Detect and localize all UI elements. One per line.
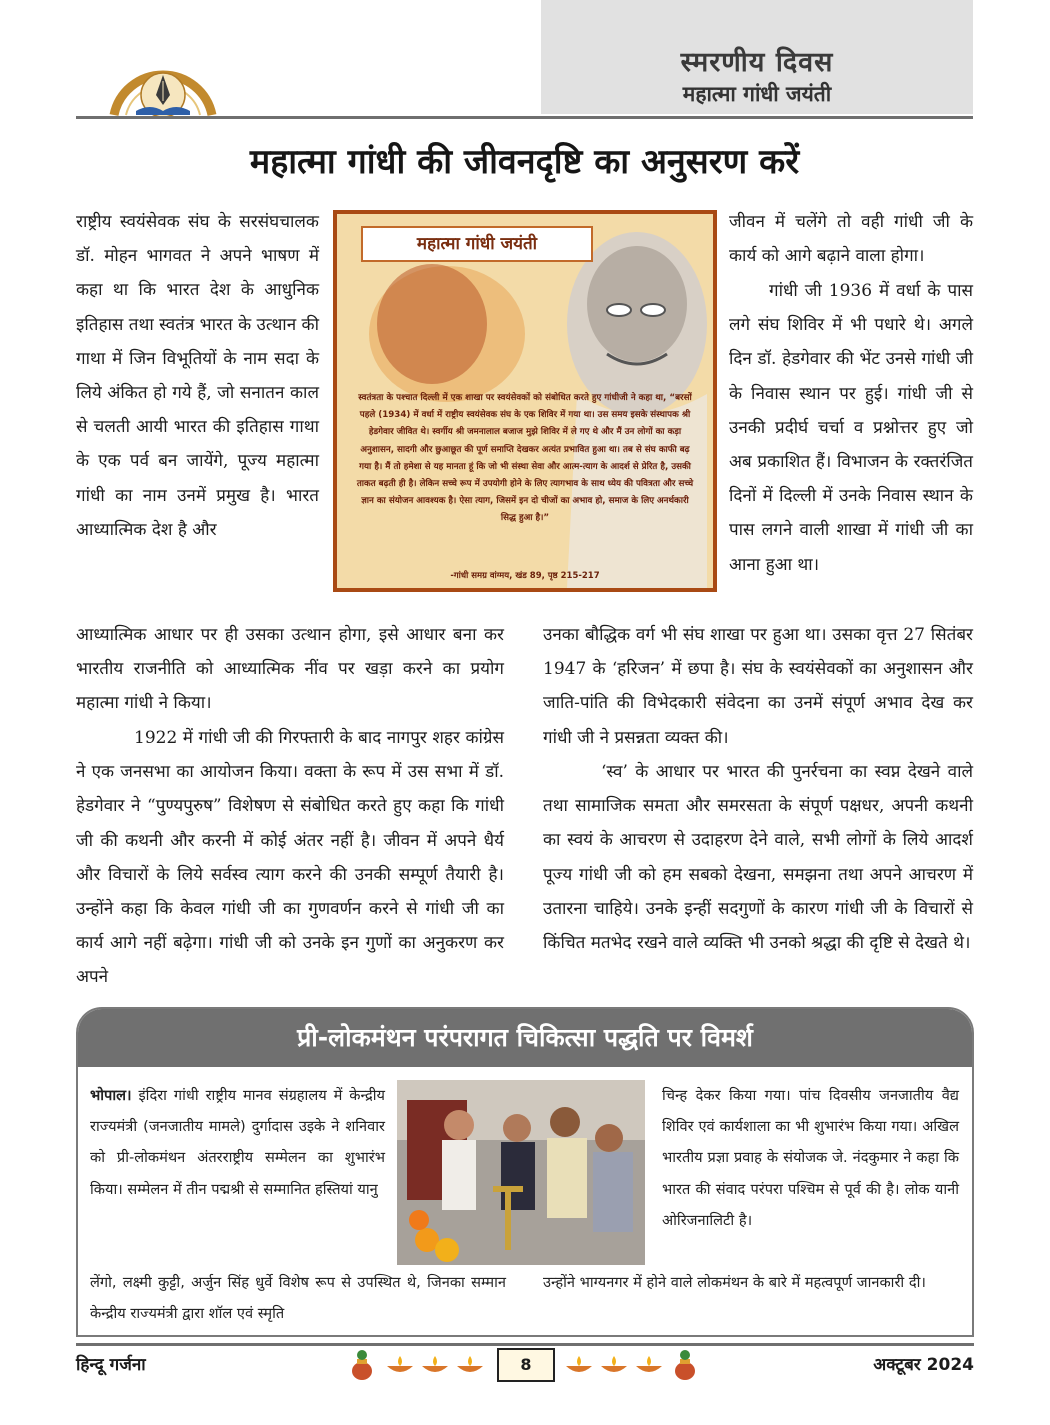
news-text-right: चिन्ह देकर किया गया। पांच दिवसीय जनजातीय वैद्य शिविर एवं कार्यशाला का भी शुभारंभ किया गया। अखिल भारतीय प्रज्ञा प्रवाह के संयोजक जे. नंदकुमार ने कहा कि भारत की संवाद परंपरा पश्चिम से पूर्व की है। लोक यानी ओरिजनालिटी है। xyxy=(662,1087,959,1229)
poster-quote: स्वतंत्रता के पश्चात दिल्ली में एक शाखा पर स्वयंसेवकों को संबोधित करते हुए गांधीजी ने कहा था, “बरसों पहले (1934) में वर्धा में राष्ट्रीय स्वयंसेवक संघ के एक शिविर में गया था। उस समय इसके संस्थापक श्री हेडगेवार जीवित थे। स्वर्गीय श्री जमनालाल बजाज मुझे शिविर में ले गए थे और मैं उन लोगों का कड़ा अनुशासन, सादगी और छुआछूत की पूर्ण समाप्ति देखकर अत्यंत प्रभावित हुआ था। तब से संघ काफी बढ़ गया है। मैं तो हमेशा से यह मानता हूं कि जो भी संस्था सेवा और आत्म-त्याग के आदर्श से प्रेरित है, उसकी ताकत बढ़ती ही है। लेकिन सच्चे रूप में उपयोगी होने के लिए त्यागभाव के साथ ध्येय की पवित्रता और सच्चे ज्ञान का संयोजन आवश्यक है। ऐसा त्याग, जिसमें इन दो चीजों का अभाव हो, समाज के लिए अनर्थकारी सिद्ध हुआ है।” xyxy=(356,393,694,524)
gandhi-jayanti-poster xyxy=(333,210,717,592)
article-paragraph-right xyxy=(729,274,973,582)
header-divider xyxy=(76,116,973,119)
section-title: स्मरणीय दिवस xyxy=(680,47,834,78)
article-title: महात्मा गांधी की जीवनदृष्टि का अनुसरण करें xyxy=(249,142,800,182)
diya-icon xyxy=(634,1354,664,1376)
article-paragraph-3-text: ‘स्व’ के आधार पर भारत की पुनर्रचना का स्वप्न देखने वाले तथा सामाजिक समता और समरसता के संपूर्ण पक्षधर, अपनी कथनी का स्वयं के आचरण से उदाहरण देने वाले, सभी लोगों के लिये आदर्श पूज्य गांधी जी को हम सबको देखना, समझना तथा अपने आचरण में उतारना चाहिये। उनके इन्हीं सदगुणों के कारण गांधी जी के विचारों से किंचित मतभेद रखने वाले व्यक्ति भी उनको श्रद्धा की दृष्टि से देखते थे। xyxy=(543,762,973,954)
news-dateline: भोपाल। xyxy=(90,1087,132,1104)
page-number: 8 xyxy=(497,1348,555,1382)
article-text-right-top: जीवन में चलेंगे तो वही गांधी जी के कार्य को आगे बढ़ाने वाला होगा। xyxy=(729,212,973,267)
diya-icon xyxy=(385,1354,415,1376)
article-text-left-wide: आध्यात्मिक आधार पर ही उसका उत्थान होगा, इसे आधार बना कर भारतीय राजनीति को आध्यात्मिक नींव पर खड़ा करने का प्रयोग महात्मा गांधी ने किया। xyxy=(76,625,504,714)
sangh-pen-book-emblem-icon xyxy=(106,45,220,117)
issue-date: अक्टूबर 2024 xyxy=(873,1355,974,1375)
poster-citation: -गांधी समग्र वांग्मय, खंड 89, पृष्ठ 215-217 xyxy=(450,571,600,581)
publication-name: हिन्दू गर्जना xyxy=(76,1355,146,1375)
article-paragraph-right-text: गांधी जी 1936 में वर्धा के पास लगे संघ शिविर में भी पधारे थे। अगले दिन डॉ. हेडगेवार की भेंट उनसे गांधी जी के निवास स्थान पर हुई। गांधी जी से उनकी प्रदीर्घ चर्चा व प्रश्नोत्तर हुए जो अब प्रकाशित हैं। विभाजन के रक्तरंजित दिनों में दिल्ली में उनके निवास स्थान के पास लगने वाली शाखा में गांधी जी का आना हुआ था। xyxy=(729,281,973,575)
diya-icon xyxy=(599,1354,629,1376)
news-heading: प्री-लोकमंथन परंपरागत चिकित्सा पद्धति पर विमर्श xyxy=(78,1009,972,1067)
diya-icon xyxy=(420,1354,450,1376)
poster-badge: महात्मा गांधी जयंती xyxy=(361,226,593,262)
news-photo-lamp-lighting xyxy=(397,1080,645,1265)
kalash-icon xyxy=(672,1349,698,1381)
diya-icon xyxy=(564,1354,594,1376)
article-text-left-narrow: राष्ट्रीय स्वयंसेवक संघ के सरसंघचालक डॉ. मोहन भागवत ने अपने भाषण में कहा था कि भारत देश के आधुनिक इतिहास तथा स्वतंत्र भारत के उत्थान की गाथा में जिन विभूतियों के नाम सदा के लिये अंकित हो गये हैं, जो सनातन काल से चलती आयी भारत की इतिहास गाथा के एक पर्व बन जायेंगे, पूज्य महात्मा गांधी का नाम उनमें प्रमुख है। भारत आध्यात्मिक देश है और xyxy=(76,212,320,540)
article-text-right-wide: उनका बौद्धिक वर्ग भी संघ शाखा पर हुआ था। उसका वृत्त 27 सितंबर 1947 के ‘हरिजन’ में छपा है। संघ के स्वयंसेवकों का अनुशासन और जाति-पांति की विभेदकारी संवेदना का उनमें संपूर्ण अभाव देख कर गांधी जी ने प्रसन्नता व्यक्त की। xyxy=(543,625,973,748)
article-paragraph-2-text: 1922 में गांधी जी की गिरफ्तारी के बाद नागपुर शहर कांग्रेस ने एक जनसभा का आयोजन किया। वक्ता के रूप में उस सभा में डॉ. हेडगेवार ने “पुण्यपुरुष” विशेषण से संबोधित करते हुए कहा कि गांधी जी की कथनी और करनी में कोई अंतर नहीं है। जीवन में अपने धैर्य और विचारों के लिये सर्वस्व त्याग करने की उनकी सम्पूर्ण तैयारी है। उन्होंने कहा कि केवल गांधी जी का गुणवर्णन करने से गांधी जी का कार्य आगे नहीं बढ़ेगा। गांधी जी को उनके इन गुणों का अनुकरण कर अपने xyxy=(76,728,504,988)
article-paragraph-3 xyxy=(543,755,973,960)
footer-divider xyxy=(76,1343,974,1346)
section-subtitle: महात्मा गांधी जयंती xyxy=(682,82,832,106)
kalash-icon xyxy=(349,1349,375,1381)
diya-icon xyxy=(455,1354,485,1376)
news-text-left-wide: लेंगो, लक्ष्मी कुट्टी, अर्जुन सिंह धुर्वे विशेष रूप से उपस्थित थे, जिनका सम्मान केन्द्रीय राज्यमंत्री द्वारा शॉल एवं स्मृति xyxy=(90,1274,506,1323)
news-text-left xyxy=(90,1080,385,1205)
news-text-left-body: इंदिरा गांधी राष्ट्रीय मानव संग्रहालय में केन्द्रीय राज्यमंत्री (जनजातीय मामले) दुर्गादास उइके ने शनिवार को प्री-लोकमंथन अंतरराष्ट्रीय सम्मेलन का शुभारंभ किया। सम्मेलन में तीन पद्मश्री से सम्मानित हस्तियां यानु xyxy=(90,1087,386,1198)
article-paragraph-2 xyxy=(76,721,504,995)
news-text-right-wide: उन्होंने भाग्यनगर में होने वाले लोकमंथन के बारे में महत्वपूर्ण जानकारी दी। xyxy=(543,1274,926,1291)
